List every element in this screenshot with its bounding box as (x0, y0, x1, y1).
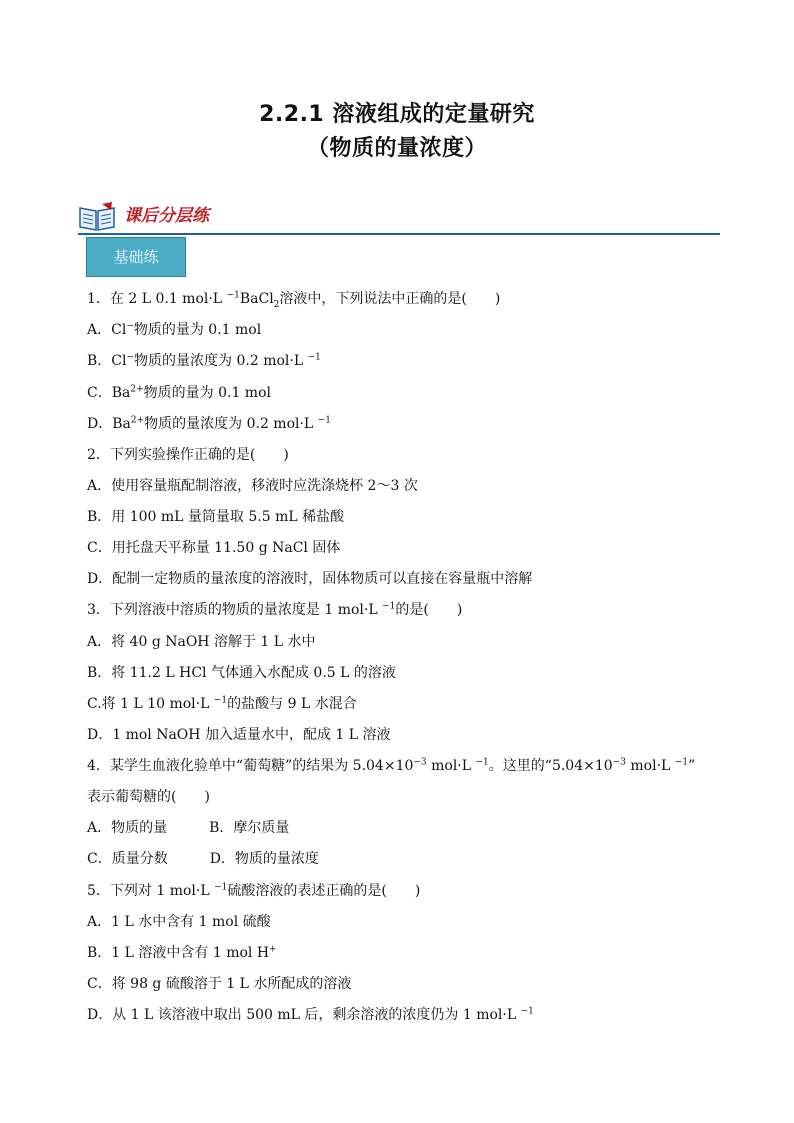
question-4-continuation: 表示葡萄糖的( ) (87, 789, 210, 805)
open-book-icon (78, 202, 116, 232)
question-2-option-a: A．使用容量瓶配制溶液，移液时应洗涤烧杯 2～3 次 (87, 478, 418, 494)
question-1-option-c: C．$Ba^{2+}$物质的量为 0.1 mol (87, 384, 271, 401)
question-3-option-d: D．1 mol NaOH 加入适量水中，配成 1 L 溶液 (87, 727, 391, 743)
question-3-option-c: C.将 1 L 10 mol·L $^{-1}$的盐酸与 9 L 水混合 (87, 695, 357, 712)
question-2-option-b: B．用 100 mL 量筒量取 5.5 mL 稀盐酸 (87, 509, 345, 525)
question-2: 2．下列实验操作正确的是( ) (87, 447, 289, 463)
question-1-option-a: A．Cl−物质的量为 0.1 mol (87, 321, 262, 338)
question-2-option-d: D．配制一定物质的量浓度的溶液时，固体物质可以直接在容量瓶中溶解 (87, 571, 533, 587)
question-5-option-a: A．1 L 水中含有 1 mol 硫酸 (87, 914, 271, 930)
question-3: 3．下列溶液中溶质的物质的量浓度是 1 mol·L $^{-1}$的是( ) (87, 601, 463, 618)
question-5-option-c: C．将 98 g 硫酸溶于 1 L 水所配成的溶液 (87, 976, 352, 992)
page-subtitle: （物质的量浓度） (306, 136, 487, 161)
question-4: 4．某学生血液化验单中“葡萄糖”的结果为 $5.04\times 10^{-3}$ mol·L $^{-1}$。这里的“$5.04\times 10^{-3}$ mol·L $^{-1}$” (87, 757, 696, 774)
question-3-option-b: B．将 11.2 L HCl 气体通入水配成 0.5 L 的溶液 (87, 665, 396, 681)
question-5-option-d: D．从 1 L 该溶液中取出 500 mL 后，剩余溶液的浓度仍为 1 mol·L $^{-1}$ (87, 1006, 534, 1023)
section-header (78, 200, 720, 236)
section-title: 课后分层练 (124, 206, 209, 226)
question-1-option-b: B．Cl−物质的量浓度为 0.2 mol·L $^{-1}$ (87, 352, 321, 369)
question-1: 1．在 2 L 0.1 mol·L $^{-1}$BaCl$_2$溶液中，下列说法中正确的是( ) (87, 290, 501, 310)
question-5-option-b: B．1 L 溶液中含有 1 mol H+ (87, 944, 277, 961)
question-3-option-a: A．将 40 g NaOH 溶解于 1 L 水中 (87, 634, 316, 650)
question-2-option-c: C．用托盘天平称量 11.50 g NaCl 固体 (87, 540, 341, 556)
question-5: 5．下列对 1 mol·L $^{-1}$硫酸溶液的表述正确的是( ) (87, 882, 421, 899)
question-4-options-ab: A．物质的量 B．摩尔质量 (87, 820, 290, 836)
section-divider (78, 233, 720, 235)
question-4-options-cd: C．质量分数 D．物质的量浓度 (87, 851, 319, 867)
page-title: 2.2.1 溶液组成的定量研究 (259, 102, 535, 127)
basic-practice-badge: 基础练 (86, 237, 186, 277)
question-1-option-d: D．$Ba^{2+}$物质的量浓度为 0.2 mol·L $^{-1}$ (87, 415, 331, 432)
